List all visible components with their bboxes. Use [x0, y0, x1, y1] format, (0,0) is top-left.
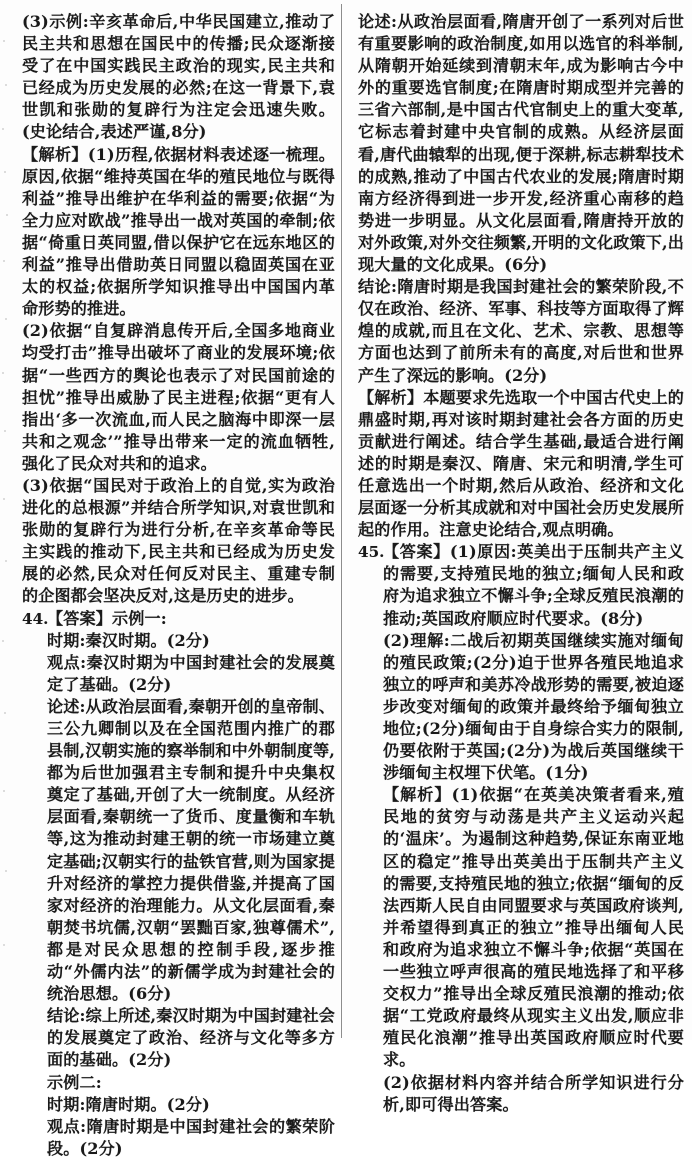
- question-45-analysis-part1: 【解析】(1)依据“在英美决策者看来,殖民地的贫穷与动荡是共产主义运动兴起的‘温床’。为遏制这种趋势,保证东南亚地区的稳定”推导出英美出于压制共产主义的需要,支持殖民地的独立;依据“缅甸的反法西斯人民自由同盟要求与英国政府谈判,并希望得到真正的独立”推导出缅甸人民和政府为追求独立不懈斗争;依据“英国在一些独立呼声很高的殖民地选择了和平移交权力”推导出全球反殖民浪潮的推动;依据“工党政府最终从现实主义出发,顺应非殖民化浪潮”推导出英国政府顺应时代要求。: [383, 785, 684, 1070]
- question-44-answer-label: 【答案】示例一:: [47, 608, 167, 628]
- question-45-answer-block: [358, 541, 684, 629]
- right-column: [346, 0, 692, 1114]
- question-45-answer-part1: 【答案】(1)原因:英美出于压制共产主义的需要,支持殖民地的独立;缅甸人民和政府为追求独立不懈斗争;全球反殖民浪潮的推动;英国政府顺应时代要求。(8分): [383, 542, 684, 628]
- question-number-44: 44.: [22, 609, 49, 628]
- q44-example2-period: 时期:隋唐时期。(2分): [47, 1094, 210, 1114]
- q44-analysis: 【解析】本题要求先选取一个中国古代史上的鼎盛时期,再对该时期封建社会各方面的历史贡献进行阐述。结合学生基础,最适合进行阐述的时期是秦汉、隋唐、宋元和明清,学生可任意选出一个时期,然后从政治、经济和文化层面逐一分析其成就和对中国社会历史发展所起的作用。注意史论结合,观点明确。: [358, 387, 684, 540]
- q44-example2-conclusion: 结论:隋唐时期是我国封建社会的繁荣阶段,不仅在政治、经济、军事、科技等方面取得了辉煌的成就,而且在文化、艺术、宗教、思想等方面也达到了前所未有的高度,对后世和世界产生了深远的影响。(2分): [358, 277, 684, 385]
- left-column: [0, 0, 346, 1158]
- q44-example2-discussion: 论述:从政治层面看,隋唐开创了一系列对后世有重要影响的政治制度,如用以选官的科举制,从隋朝开始延续到清朝末年,成为影响古今中外的重要选官制度;在隋唐时期成型并完善的三省六部制,是中国古代官制史上的重大变革,它标志着封建中央官制的成熟。从经济层面看,唐代曲辕犁的出现,便于深耕,标志耕犁技术的成熟,推动了中国古代农业的发展;隋唐时期南方经济得到进一步开发,经济重心南移的趋势进一步明显。从文化层面看,隋唐持开放的对外政策,对外交往频繁,开明的文化政策下,出现大量的文化成果。(6分): [358, 12, 684, 275]
- q44-example2-heading: 示例二:: [47, 1072, 102, 1092]
- question-45-analysis-part2: (2)依据材料内容并结合所学知识进行分析,即可得出答案。: [383, 1072, 684, 1114]
- paragraph-example-3: (3)示例:辛亥革命后,中华民国建立,推动了民主共和思想在国民中的传播;民众逐渐接受了在中国实践民主政治的现实,民主共和已经成为历史发展的必然;在这一背景下,袁世凯和张勋的复辟行为注定会迅速失败。(史论结合,表述严谨,8分): [22, 12, 335, 142]
- q44-example1-conclusion: 结论:综上所述,秦汉时期为中国封建社会的发展奠定了政治、经济与文化等多方面的基础。(2分): [47, 1006, 335, 1070]
- question-45-answer-part2: (2)理解:二战后初期英国继续实施对缅甸的殖民政策;(2分)迫于世界各殖民地追求独立的呼声和美苏冷战形势的需要,被迫逐步改变对缅甸的政策并最终给予缅甸独立地位;(2分)缅甸由于自身综合实力的限制,仍要依附于英国;(2分)为战后英国继续干涉缅甸主权埋下伏笔。(1分): [383, 630, 684, 783]
- q44-example2-viewpoint: 观点:隋唐时期是中国封建社会的繁荣阶段。(2分): [47, 1116, 335, 1158]
- q44-example1-viewpoint: 观点:秦汉时期为中国封建社会的发展奠定了基础。(2分): [47, 652, 335, 694]
- column-divider-rule: [341, 4, 342, 1038]
- paragraph-analysis-43-3: (3)依据“国民对于政治上的自觉,实为政治进化的总根源”并结合所学知识,对袁世凯和张勋的复辟行为进行分析,在辛亥革命等民主实践的推动下,民主共和已经成为历史发展的必然,民众对任何反对民主、重建专制的企图都会坚决反对,这是历史的进步。: [22, 475, 335, 606]
- q44-example1-period: 时期:秦汉时期。(2分): [47, 630, 210, 650]
- paragraph-analysis-43-2: (2)依据“自复辟消息传开后,全国多地商业均受打击”推导出破坏了商业的发展环境;依据“一些西方的舆论也表示了对民国前途的担忧”推导出威胁了民主进程;依据“更有人指出‘多一次流血,而人民之脑海中即深一层共和之观念’”推导出带来一定的流血牺牲,强化了民众对共和的追求。: [22, 321, 335, 473]
- q44-example1-discussion: 论述:从政治层面看,秦朝开创的皇帝制、三公九卿制以及在全国范围内推广的郡县制,汉朝实施的察举制和中外朝制度等,都为后世加强君主专制和提升中央集权奠定了基础,开创了大一统制度。从经济层面看,秦朝统一了货币、度量衡和车轨等,这为推动封建王朝的统一市场建立奠定基础;汉朝实行的盐铁官营,则为国家提升对经济的掌控力提供借鉴,并提高了国家对经济的治理能力。从文化层面看,秦朝焚书坑儒,汉朝“罢黜百家,独尊儒术”,都是对民众思想的控制手段,逐步推动“外儒内法”的新儒学成为封建社会的统治思想。(6分): [47, 696, 335, 1004]
- paragraph-analysis-43-1: 【解析】(1)历程,依据材料表述逐一梳理。原因,依据“维持英国在华的殖民地位与既得利益”推导出维护在华利益的需要;依据“为全力应对欧战”推导出一战对英国的牵制;依据“倚重日英同盟,借以保护它在远东地区的利益”推导出借助英日同盟以稳固英国在亚太的权益;依据所学知识推导出中国国内革命形势的推进。: [22, 144, 335, 319]
- question-44-answer-heading: [22, 608, 335, 630]
- question-number-45: 45.: [358, 543, 385, 562]
